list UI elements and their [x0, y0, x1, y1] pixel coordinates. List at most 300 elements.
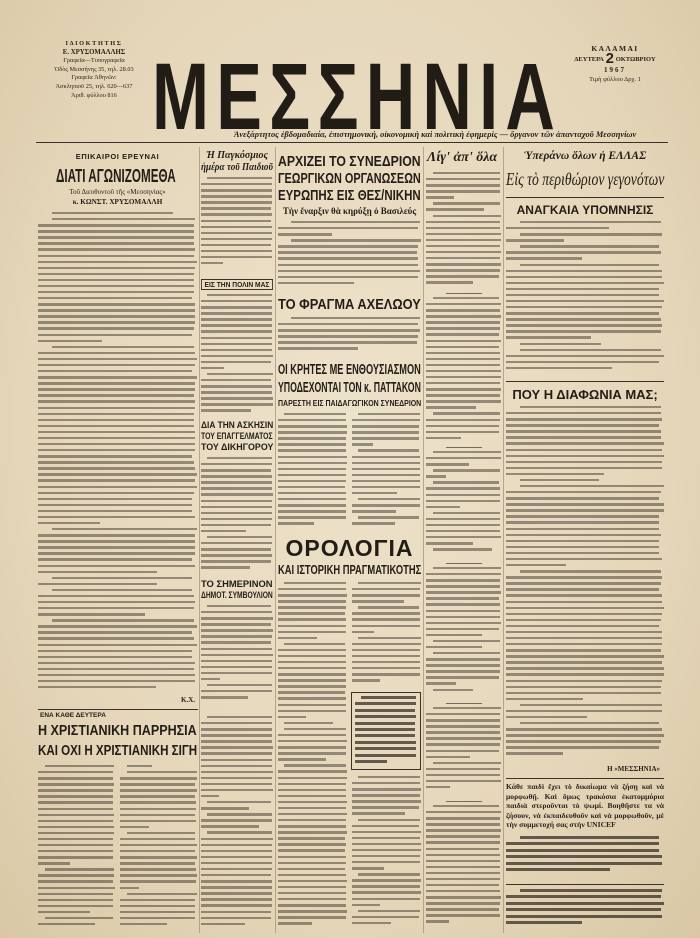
text-line: [201, 548, 271, 550]
text-line: [38, 801, 113, 803]
text-line: [433, 762, 501, 764]
article-headline-text: ΥΠΟΔΕΧΟΝΤΑΙ ΤΟΝ κ. ΠΑΤΤΑΚΟΝ: [278, 380, 421, 396]
text-line: [426, 780, 501, 782]
text-line: [201, 740, 272, 742]
text-line: [506, 631, 662, 633]
text-line: [506, 282, 664, 284]
text-line: [506, 728, 662, 730]
column-divider: [275, 147, 276, 933]
text-line: [207, 684, 271, 686]
text-line: [201, 500, 272, 502]
article-body-text: [201, 457, 273, 575]
text-line: [291, 239, 421, 241]
city: ΚΑΛΑΜΑΙ: [591, 44, 639, 53]
text-line: [38, 479, 195, 481]
text-line: [506, 455, 664, 457]
text-line: [506, 436, 661, 438]
text-line: [352, 867, 384, 869]
text-line: [127, 893, 197, 895]
text-line: [38, 431, 195, 433]
text-line: [433, 297, 499, 299]
text-line: [426, 622, 501, 624]
text-line: [506, 276, 662, 278]
text-line: [278, 837, 345, 839]
article-headline-text: ΚΑΙ ΙΣΤΟΡΙΚΗ ΠΡΑΓΜΑΤΙΚΟΤΗΣ: [278, 563, 422, 577]
text-line: [426, 848, 499, 850]
text-line: [201, 518, 272, 520]
text-line: [278, 649, 346, 651]
text-line: [201, 306, 272, 308]
text-line: [506, 607, 664, 609]
text-line: [506, 324, 662, 326]
text-line: [426, 346, 499, 348]
article-body-text: [38, 212, 197, 694]
text-line: [38, 449, 195, 451]
motto: [506, 151, 664, 163]
text-line: [506, 239, 564, 241]
text-line: [38, 522, 100, 524]
text-line: [207, 536, 271, 538]
text-line: [38, 899, 113, 901]
text-line: [426, 457, 501, 459]
text-line: [207, 373, 273, 375]
text-line: [38, 795, 113, 797]
text-line: [355, 702, 416, 705]
text-line: [520, 836, 659, 839]
text-line: [201, 512, 272, 514]
text-line: [506, 509, 664, 511]
text-line: [38, 637, 194, 639]
text-line: [278, 831, 347, 833]
text-line: [278, 637, 317, 639]
text-line: [426, 425, 499, 427]
text-line: [278, 492, 346, 494]
text-line: [38, 905, 113, 907]
text-line: [426, 388, 501, 390]
text-line: [506, 497, 659, 499]
article-headline-text: ΚΑΙ ΟΧΙ Η ΧΡΙΣΤΙΑΝΙΚΗ ΣΙΓΗ: [38, 742, 198, 759]
text-line: [352, 861, 420, 863]
text-line: [506, 862, 662, 865]
text-line: [426, 603, 500, 605]
text-line: [426, 263, 501, 265]
text-line: [38, 911, 90, 913]
tagline: [205, 131, 665, 139]
text-line: [38, 862, 70, 864]
text-line: [38, 400, 195, 402]
article-byline: [38, 189, 197, 196]
text-line: [278, 282, 354, 284]
text-line: [278, 486, 345, 488]
text-line: [278, 691, 345, 693]
text-line: [38, 230, 194, 232]
text-line: [426, 431, 499, 433]
text-line: [352, 510, 396, 512]
text-line: [38, 583, 157, 585]
text-line: [433, 707, 501, 709]
text-line: [201, 493, 273, 495]
text-line: [352, 588, 420, 590]
text-line: [278, 276, 418, 278]
text-line: [426, 823, 500, 825]
text-line: [120, 917, 195, 919]
text-line: [278, 625, 346, 627]
text-line: [426, 670, 500, 672]
article-headline: [38, 723, 197, 738]
text-line: [506, 868, 610, 871]
text-line: [506, 564, 566, 566]
article-headline: [201, 580, 273, 590]
text-line: [352, 425, 419, 427]
text-line: [201, 722, 272, 724]
text-line: [38, 844, 113, 846]
text-line: [278, 510, 346, 512]
text-line: [278, 758, 326, 760]
text-line: [201, 403, 273, 405]
text-line: [38, 407, 195, 409]
text-line: [506, 442, 664, 444]
article-body-text: [201, 605, 273, 706]
text-line: [426, 902, 500, 904]
text-line: [506, 661, 662, 663]
text-line: [120, 887, 139, 889]
article-headline: [201, 591, 273, 601]
text-line: [278, 612, 345, 614]
text-line: [358, 516, 419, 518]
text-line: [426, 597, 499, 599]
text-line: [201, 635, 272, 637]
publisher-info-box: [36, 40, 152, 100]
news-brief-text: [426, 567, 501, 700]
text-line: [38, 486, 197, 488]
text-line: [45, 868, 114, 870]
text-line: [278, 329, 420, 331]
article-headline: [278, 537, 421, 560]
text-line: [38, 443, 195, 445]
article-headline: [56, 167, 176, 185]
text-line: [352, 800, 421, 802]
article-body-text: [120, 765, 197, 932]
text-line: [38, 394, 194, 396]
text-line: [38, 504, 192, 506]
text-line: [278, 716, 306, 718]
text-line: [120, 856, 197, 858]
text-line: [201, 367, 224, 369]
text-line: [426, 239, 501, 241]
text-line: [120, 880, 196, 882]
text-line: [201, 560, 271, 562]
text-line: [38, 267, 195, 269]
text-line: [520, 349, 661, 351]
text-line: [38, 492, 194, 494]
text-line: [201, 923, 245, 925]
text-line: [520, 264, 659, 266]
text-line: [38, 808, 113, 810]
issue-date: [562, 50, 668, 67]
text-line: [358, 449, 419, 451]
text-line: [201, 825, 259, 827]
text-line: [284, 722, 333, 724]
text-line: [201, 343, 272, 345]
text-line: [433, 652, 501, 654]
lead-headline: [278, 154, 421, 169]
text-line: [426, 315, 501, 317]
text-line: [38, 297, 192, 299]
text-line: [201, 542, 272, 544]
text-line: [278, 874, 346, 876]
text-line: [278, 468, 346, 470]
text-line: [291, 221, 420, 223]
text-line: [278, 480, 346, 482]
text-line: [506, 613, 662, 615]
text-line: [355, 715, 416, 718]
lead-subheadline-text: Τὴν ἔναρξιν θὰ κηρύξῃ ὁ Βασιλεύς: [282, 206, 417, 216]
text-line: [120, 844, 197, 846]
text-line: [52, 346, 194, 348]
text-line: [426, 233, 501, 235]
text-line: [426, 579, 500, 581]
article-author: [38, 199, 197, 206]
text-line: [352, 806, 419, 808]
text-line: [38, 388, 195, 390]
text-line: [38, 571, 157, 573]
text-line: [201, 734, 272, 736]
section-rule: [506, 778, 664, 779]
text-line: [433, 512, 500, 514]
text-line: [506, 528, 659, 530]
text-line: [278, 251, 417, 253]
text-line: [278, 431, 347, 433]
text-line: [506, 673, 664, 675]
text-line: [201, 654, 273, 656]
text-line: [506, 515, 659, 517]
text-line: [352, 916, 419, 918]
text-line: [278, 618, 346, 620]
text-line: [38, 473, 197, 475]
text-line: [278, 898, 346, 900]
text-line: [352, 885, 420, 887]
text-line: [201, 746, 273, 748]
text-line: [355, 760, 387, 763]
text-line: [506, 752, 563, 754]
brief-separator: [446, 563, 482, 564]
text-line: [38, 625, 197, 627]
text-line: [506, 294, 659, 296]
article-body-text: [352, 582, 421, 688]
text-line: [201, 728, 272, 730]
text-line: [506, 306, 662, 308]
column-divider: [423, 147, 424, 933]
text-line: [38, 887, 115, 889]
article-signature: Κ.Χ.: [181, 696, 195, 704]
text-line: [278, 904, 346, 906]
article-headline: [201, 163, 273, 173]
text-line: [352, 456, 420, 458]
text-line: [201, 337, 272, 339]
text-line: [278, 752, 346, 754]
section-rule: [506, 197, 664, 198]
text-line: [278, 922, 312, 924]
text-line: [426, 616, 500, 618]
text-line: [352, 618, 420, 620]
text-line: [278, 425, 347, 427]
text-line: [278, 257, 418, 259]
text-line: [352, 679, 380, 681]
text-line: [120, 777, 197, 779]
text-line: [45, 917, 114, 919]
text-line: [426, 352, 500, 354]
text-line: [433, 412, 500, 414]
text-line: [278, 323, 418, 325]
text-line: [38, 838, 113, 840]
text-line: [38, 832, 114, 834]
text-line: [426, 713, 500, 715]
text-line: [38, 340, 102, 342]
brief-separator: [446, 293, 482, 294]
text-line: [38, 644, 197, 646]
text-line: [352, 898, 420, 900]
article-kicker: [38, 153, 197, 161]
text-line: [352, 843, 421, 845]
text-line: [38, 650, 192, 652]
text-line: [201, 220, 271, 222]
text-line: [426, 920, 449, 922]
text-line: [278, 347, 358, 349]
text-line: [433, 481, 499, 483]
article-body-text: [201, 294, 273, 417]
text-line: [506, 227, 609, 229]
text-line: [38, 376, 197, 378]
text-line: [207, 177, 272, 179]
text-line: [207, 813, 272, 815]
text-line: [38, 674, 195, 676]
text-line: [433, 202, 500, 204]
lead-headline: [278, 171, 421, 186]
text-line: [278, 600, 346, 602]
text-line: [426, 500, 500, 502]
text-line: [278, 849, 345, 851]
text-line: [201, 838, 273, 840]
text-line: [201, 409, 251, 411]
text-line: [201, 611, 272, 613]
editorial-signature: Η «ΜΕΣΣΗΝΙΑ»: [607, 765, 660, 773]
text-line: [38, 321, 195, 323]
text-line: [433, 640, 500, 642]
text-line: [426, 676, 499, 678]
text-line: [38, 498, 192, 500]
text-line: [45, 765, 114, 767]
text-line: [278, 795, 346, 797]
text-line: [506, 355, 664, 357]
text-line: [120, 923, 167, 925]
text-line: [52, 589, 192, 591]
text-line: [201, 238, 272, 240]
offices-label: Γραφεῖα—Τυπογραφεῖα: [63, 57, 125, 65]
text-line: [278, 704, 346, 706]
text-line: [201, 795, 219, 797]
text-line: [506, 740, 661, 742]
boxed-note-text: [355, 696, 417, 767]
news-brief-text: [426, 297, 501, 444]
text-line: [201, 617, 273, 619]
text-line: [120, 911, 195, 913]
text-line: [120, 783, 195, 785]
text-line: [127, 771, 197, 773]
text-line: [38, 850, 113, 852]
text-line: [201, 874, 271, 876]
text-line: [201, 629, 273, 631]
text-line: [278, 916, 346, 918]
text-line: [201, 312, 272, 314]
text-line: [278, 606, 346, 608]
article-subheadline-text: ΠΑΡΕΣΤΗ ΕΙΣ ΠΑΙΔΑΓΩΓΙΚΟΝ ΣΥΝΕΔΡΙΟΝ: [278, 399, 422, 408]
article-kicker-text: ΕΠΙΚΑΙΡΟΙ ΕΡΕΥΝΑΙ: [75, 152, 160, 161]
text-line: [352, 655, 420, 657]
text-line: [426, 658, 500, 660]
text-line: [52, 619, 194, 621]
text-line: [352, 437, 419, 439]
text-line: [201, 672, 272, 674]
text-line: [506, 251, 661, 253]
text-line: [201, 678, 220, 680]
text-line: [120, 789, 197, 791]
text-line: [426, 585, 500, 587]
text-line: [506, 257, 582, 259]
text-line: [352, 812, 405, 814]
text-line: [38, 540, 195, 542]
text-line: [506, 270, 662, 272]
text-line: [201, 355, 273, 357]
text-line: [38, 789, 113, 791]
text-line: [426, 251, 501, 253]
article-author-text: κ. ΚΩΝΣΤ. ΧΡΥΣΟΜΑΛΛΗ: [72, 198, 163, 206]
text-line: [207, 605, 270, 607]
text-line: [278, 498, 346, 500]
text-line: [426, 196, 454, 198]
text-line: [201, 911, 271, 913]
text-line: [426, 419, 500, 421]
text-line: [506, 491, 661, 493]
text-line: [426, 208, 484, 210]
article-body-text: [278, 317, 421, 359]
article-body-text: [278, 582, 347, 932]
text-line: [426, 327, 500, 329]
text-line: [38, 370, 192, 372]
text-line: [278, 710, 346, 712]
text-line: [426, 610, 500, 612]
text-line: [38, 425, 194, 427]
text-line: [127, 832, 195, 834]
text-line: [506, 418, 662, 420]
date-day: 2: [605, 50, 614, 67]
article-headline-text: Ἡ Παγκόσμιος: [205, 150, 269, 161]
text-line: [278, 270, 420, 272]
text-line: [426, 860, 500, 862]
text-line: [201, 530, 246, 532]
text-line: [358, 498, 419, 500]
text-line: [120, 874, 197, 876]
text-line: [201, 777, 272, 779]
text-line: [426, 908, 499, 910]
text-line: [201, 324, 272, 326]
text-line: [201, 250, 272, 252]
price: Τιμὴ φύλλου Δρχ. 1: [589, 76, 641, 83]
text-line: [201, 391, 272, 393]
text-line: [201, 771, 273, 773]
text-line: [506, 361, 659, 363]
text-line: [506, 546, 659, 548]
text-line: [426, 841, 500, 843]
